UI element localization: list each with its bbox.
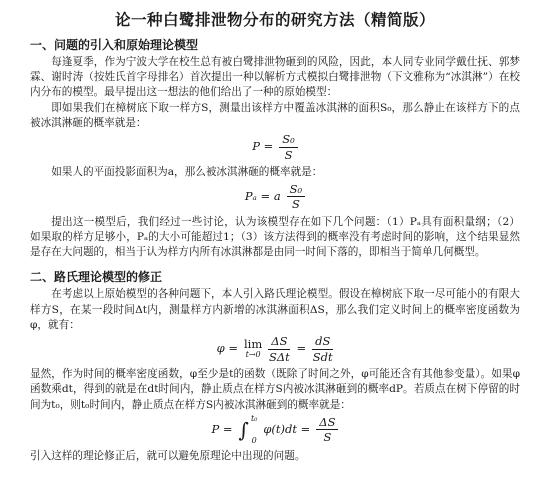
section-heading-1: 一、问题的引入和原始理论模型 [30,38,199,52]
limit-operator [244,339,262,359]
equation-1 [30,133,520,161]
denominator: S [323,430,332,445]
integral-limits [251,415,257,445]
numerator: S₀ [279,133,298,148]
limit-label: lim [244,337,263,352]
equals-sign: = [296,341,307,356]
fraction [268,335,290,363]
equation-lhs: Pₐ = a [244,188,281,203]
upper-limit: t₀ [250,413,258,423]
limit-subscript: t→0 [245,349,261,359]
paragraph: 引入这样的理论修正后，就可以避免原理论中出现的问题。 [30,449,306,462]
fraction [279,133,298,161]
lower-limit: 0 [251,435,257,445]
integrand: φ(t)dt = [263,422,311,437]
section-heading-2: 二、路氏理论模型的修正 [30,270,163,285]
denominator: Sdt [312,349,333,364]
denominator: S [284,147,293,162]
equation-2 [30,183,520,211]
denominator: SΔt [268,349,290,364]
paragraph: 在考虑以上原始模型的各种问题下，本人引入路氏理论模型。假设在樟树底下取一尽可能小的有限大样方S，在某一段时间Δt内，测量样方内新增的冰淇淋面积ΔS，那么我们定义时间上的概率密度函数为φ，就有： [30,288,520,331]
numerator: ΔS [316,416,338,431]
paragraph: 显然，作为时间的概率密度函数，φ至少是t的函数（既除了时间之外，φ可能还含有其他参变量）。如果φ函数乘dt，得到的就是在dt时间内，静止质点在样方S内被冰淇淋砸到的概率dP。若质点在树下停留的时间为t₀，则t₀时间内，静止质点在样方S内被冰淇淋砸到的概率就是： [30,368,520,411]
equation-3 [30,335,520,363]
denominator: S [291,197,300,212]
equation-4 [30,415,520,445]
equation-lhs: P = [252,139,274,154]
integral-sign: ∫ [238,417,249,442]
fraction [312,335,333,363]
numerator: dS [312,335,333,350]
paragraph: 即如果我们在樟树底下取一样方S，测量出该样方中覆盖冰淇淋的面积S₀，那么静止在该样方下的点被冰淇淋砸的概率就是： [30,101,520,129]
equation-lhs: P = [211,422,233,437]
paragraph: 提出这一模型后，我们经过一些讨论，认为该模型存在如下几个问题：（1）Pₐ具有面积量纲；（2）如果取的样方足够小，Pₐ的大小可能超过1；（3）该方法得到的概率没有考虑时间的影响，这个结果显然是存在大问题的，相当于认为样方内所有冰淇淋都是由同一时间下落的，即相当于简单几何概型。 [30,215,520,259]
paragraph: 如果人的平面投影面积为a，那么被冰淇淋砸的概率就是： [51,166,323,179]
fraction [287,183,306,211]
numerator: S₀ [287,183,306,198]
fraction [316,416,338,444]
document-title: 论一种白鹭排泄物分布的研究方法（精简版） [114,11,435,29]
equation-lhs: φ = [216,341,238,356]
numerator: ΔS [268,335,290,350]
paragraph: 每逢夏季，作为宁波大学在校生总有被白鹭排泄物砸到的风险，因此，本人同专业同学戴仕抚、郭梦霖、谢时涛（按姓氏首字母排名）首次提出一种以解析方式模拟白鹭排泄物（下文雅称为“冰淇淋”）在校内分布的模型。最早提出这一想法的他们给出了一种的原始模型： [30,56,520,99]
